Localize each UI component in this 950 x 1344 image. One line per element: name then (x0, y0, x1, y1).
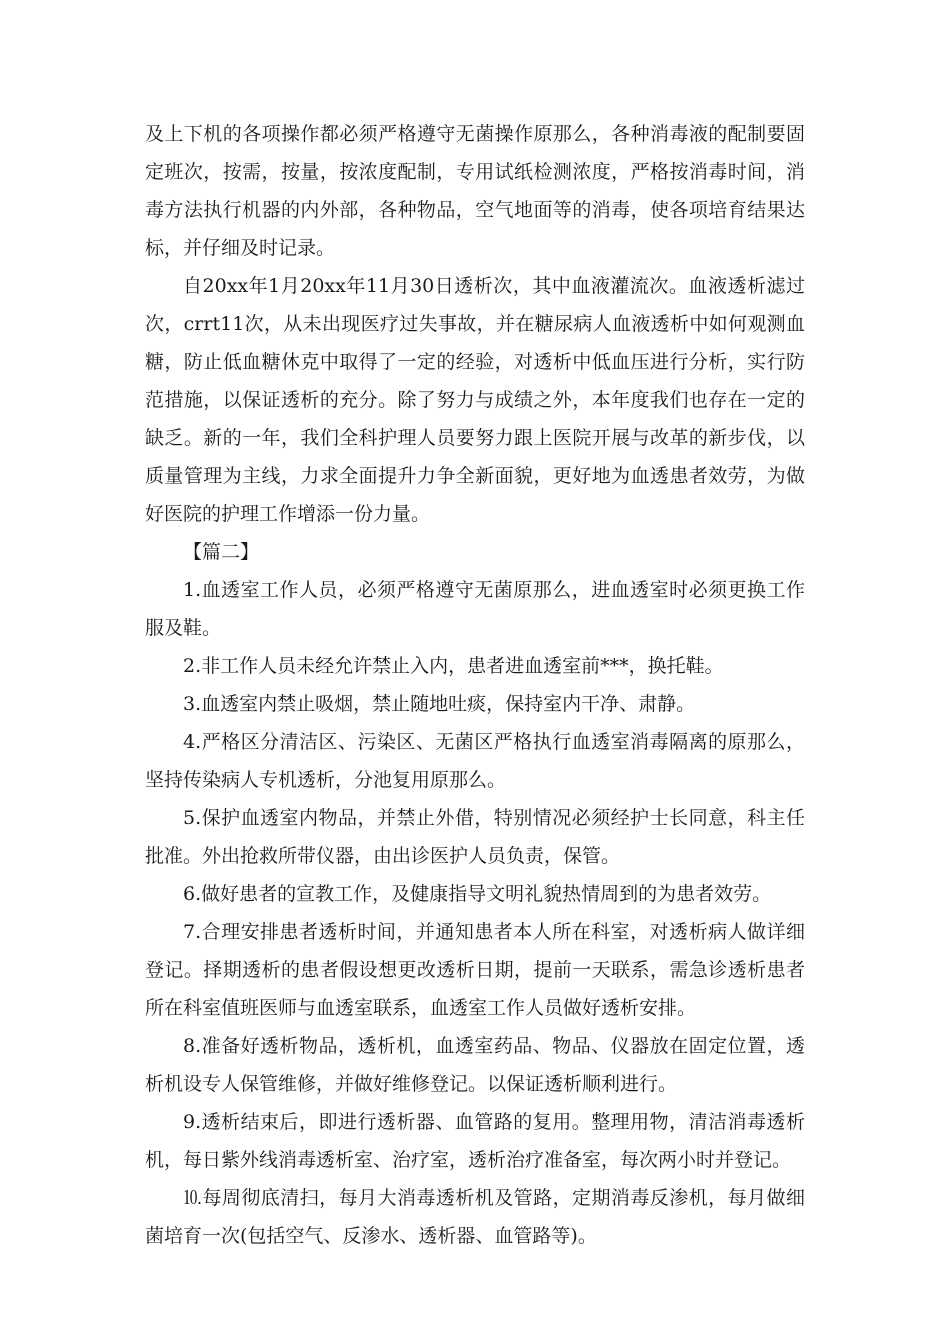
rule-item-2: 2.非工作人员未经允许禁止入内，患者进血透室前***，换托鞋。 (183, 655, 724, 677)
intro-paragraph: 及上下机的各项操作都必须严格遵守无菌操作原那么，各种消毒液的配制要固定班次，按需，按量，按浓度配制，专用试纸检测浓度，严格按消毒时间，消毒方法执行机器的内外部，各种物品，空气地面等的消毒，使各项培育结果达标，并仔细及时记录。 (145, 123, 805, 259)
rule-item-4: 4.严格区分清洁区、污染区、无菌区严格执行血透室消毒隔离的原那么，坚持传染病人专机透析，分池复用原那么。 (145, 731, 805, 791)
rule-item-9: 9.透析结束后，即进行透析器、血管路的复用。整理用物，清洁消毒透析机，每日紫外线消毒透析室、治疗室，透析治疗准备室，每次两小时并登记。 (145, 1111, 805, 1171)
rule-item-10: ⒑每周彻底清扫，每月大消毒透析机及管路，定期消毒反渗机，每月做细菌培育一次(包括空气、反渗水、透析器、血管路等)。 (145, 1187, 805, 1247)
rule-item-8: 8.准备好透析物品，透析机，血透室药品、物品、仪器放在固定位置，透析机设专人保管维修，并做好维修登记。以保证透析顺利进行。 (145, 1035, 805, 1095)
document-page (145, 115, 805, 1255)
summary-paragraph: 自20xx年1月20xx年11月30日透析次，其中血液灌流次。血液透析滤过次，crrt11次，从未出现医疗过失事故，并在糖尿病人血液透析中如何观测血糖，防止低血糖休克中取得了一定的经验，对透析中低血压进行分析，实行防范措施，以保证透析的充分。除了努力与成绩之外，本年度我们也存在一定的缺乏。新的一年，我们全科护理人员要努力跟上医院开展与改革的新步伐，以质量管理为主线，力求全面提升力争全新面貌，更好地为血透患者效劳，为做好医院的护理工作增添一份力量。 (145, 275, 805, 525)
rule-item-7: 7.合理安排患者透析时间，并通知患者本人所在科室，对透析病人做详细登记。择期透析的患者假设想更改透析日期，提前一天联系，需急诊透析患者所在科室值班医师与血透室联系，血透室工作人员做好透析安排。 (145, 921, 805, 1019)
rule-item-1: 1.血透室工作人员，必须严格遵守无菌原那么，进血透室时必须更换工作服及鞋。 (145, 579, 805, 639)
rule-item-6: 6.做好患者的宣教工作，及健康指导文明礼貌热情周到的为患者效劳。 (183, 883, 772, 905)
rule-item-3: 3.血透室内禁止吸烟，禁止随地吐痰，保持室内干净、肃静。 (183, 693, 696, 715)
section-heading: 【篇二】 (183, 541, 260, 563)
rule-item-5: 5.保护血透室内物品，并禁止外借，特别情况必须经护士长同意，科主任批准。外出抢救所带仪器，由出诊医护人员负责，保管。 (145, 807, 805, 867)
